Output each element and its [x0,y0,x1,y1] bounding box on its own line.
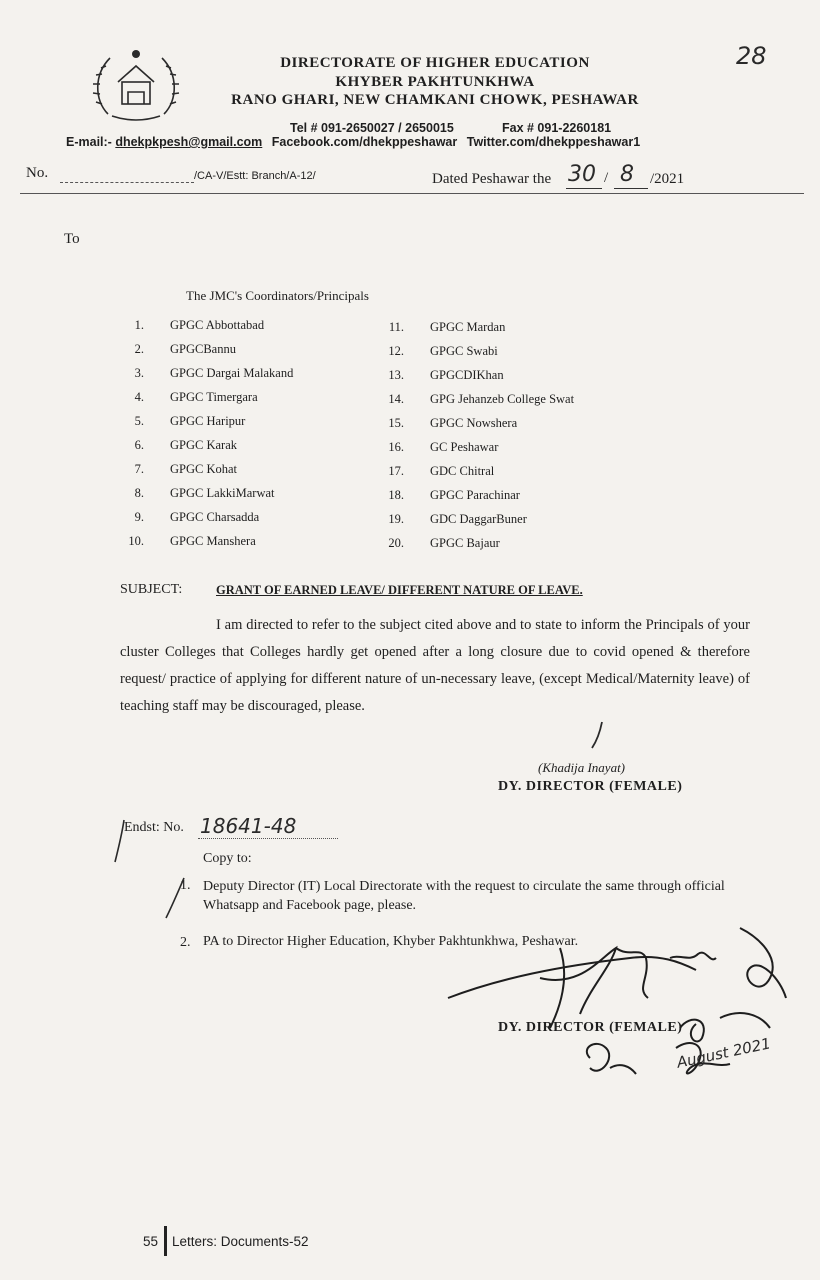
header-line-1: DIRECTORATE OF HIGHER EDUCATION [280,55,590,71]
college-name: GPGCDIKhan [430,368,504,382]
college-name: GPGC Swabi [430,344,498,358]
header-rule [20,193,804,194]
college-name: GPGC Timergara [170,390,258,404]
tel-number: Tel # 091-2650027 / 2650015 [290,121,454,135]
college-number: 13. [388,368,404,382]
college-list-item [130,318,370,338]
college-name: GC Peshawar [430,440,499,454]
ref-branch: /CA-V/Estt: Branch/A-12/ [194,170,316,182]
college-number: 4. [134,390,144,404]
email-label: E-mail:- [66,135,112,149]
college-number: 11. [388,320,404,334]
college-number: 15. [388,416,404,430]
college-number: 12. [388,344,404,358]
college-name: GPGC Nowshera [430,416,518,430]
date-month-underline [614,188,648,189]
copy-to-label: Copy to: [203,851,252,866]
dated-label: Dated Peshawar the [432,171,552,187]
addressee-line: The JMC's Coordinators/Principals [186,288,369,303]
college-list-right [390,320,650,560]
endst-label: Endst: No. [124,820,184,835]
date-sep: / [604,170,609,186]
letter-body: I am directed to refer to the subject cited above and to state to inform the Principals of your cluster Colleges that Colleges hardly get opened after a long closure due to covid opened & therefore request/ practice of applying for different nature of un-necessary leave, (except Medical/Maternity leave) of teaching staff may be discouraged, please. [120,617,750,714]
copy-item-1-text: Deputy Director (IT) Local Directorate with the request to circulate the same through official Whatsapp and Facebook page, please. [203,879,725,913]
college-list-item [390,344,650,364]
college-list-item [130,534,370,554]
college-list-item [130,462,370,482]
college-list-item [130,510,370,530]
college-list-item [390,392,650,412]
corner-page-number: 28 [736,42,767,70]
subject-text: GRANT OF EARNED LEAVE/ DIFFERENT NATURE OF LEAVE. [216,583,583,597]
college-list-item [390,464,650,484]
endst-number: 18641-48 [200,814,297,838]
college-name: GPGC Dargai Malakand [170,366,294,380]
to-label: To [64,231,80,247]
college-list-left [130,318,370,558]
signatory-name: (Khadija Inayat) [538,760,626,775]
college-list-item [390,368,650,388]
college-number: 5. [134,414,144,428]
handwritten-date: August 2021 [675,1034,773,1072]
date-month: 8 [620,162,634,187]
endst-designation: DY. DIRECTOR (FEMALE) [498,1020,683,1035]
contact-line [66,135,640,149]
college-name: GPGC LakkiMarwat [170,486,275,500]
endst-underline [198,838,338,839]
footer-page-number: 55 [143,1234,159,1249]
college-number: 14. [388,392,404,406]
college-number: 2. [134,342,144,356]
college-number: 9. [134,510,144,524]
college-list-item [390,320,650,340]
college-list-item [130,486,370,506]
college-name: GDC DaggarBuner [430,512,527,526]
copy-item-1-tick [164,876,188,925]
college-name: GPGC Bajaur [430,536,500,550]
college-number: 19. [388,512,404,526]
college-number: 20. [388,536,404,550]
college-list-item [390,536,650,556]
ref-no-underline [60,182,194,183]
college-number: 18. [388,488,404,502]
copy-item-2-number: 2. [180,935,191,950]
ref-no-label: No. [26,165,49,181]
college-list-item [390,416,650,436]
college-name: GDC Chitral [430,464,495,478]
college-list-item [130,366,370,386]
college-number: 7. [134,462,144,476]
college-name: GPGC Kohat [170,462,238,476]
copy-item-1-number: 1. [180,878,191,893]
endst-hook [112,818,128,869]
college-name: GPGCBannu [170,342,236,356]
fax-number: Fax # 091-2260181 [502,121,612,135]
college-name: GPGC Abbottabad [170,318,265,332]
college-list-item [130,438,370,458]
college-list-item [390,512,650,532]
college-name: GPGC Mardan [430,320,506,334]
college-number: 10. [128,534,144,548]
college-number: 3. [134,366,144,380]
college-name: GPGC Karak [170,438,238,452]
date-year: /2021 [650,171,685,187]
email-address[interactable]: dhekpkpesh@gmail.com [115,135,263,149]
copy-item-2-text: PA to Director Higher Education, Khyber Pakhtunkhwa, Peshawar. [203,934,579,949]
footer-divider [164,1226,167,1256]
signature-mark [588,720,608,755]
college-name: GPGC Manshera [170,534,256,548]
header-line-3: RANO GHARI, NEW CHAMKANI CHOWK, PESHAWAR [231,92,639,108]
subject-label: SUBJECT: [120,582,183,597]
college-list-item [130,342,370,362]
college-name: GPGC Parachinar [430,488,520,502]
college-list-item [130,414,370,434]
college-list-item [130,390,370,410]
college-number: 1. [134,318,144,332]
college-name: GPGC Haripur [170,414,246,428]
header-line-2: KHYBER PAKHTUNKHWA [335,74,535,90]
college-list-item [390,488,650,508]
date-day: 30 [568,162,596,187]
twitter-address[interactable]: Twitter.com/dhekppeshawar1 [466,135,641,149]
college-number: 16. [388,440,404,454]
facebook-address[interactable]: Facebook.com/dhekppeshawar [271,135,458,149]
college-name: GPGC Charsadda [170,510,260,524]
college-number: 6. [134,438,144,452]
college-number: 8. [134,486,144,500]
college-name: GPG Jehanzeb College Swat [430,392,575,406]
handwritten-signature [440,918,810,1093]
college-list-item [390,440,650,460]
college-number: 17. [388,464,404,478]
date-day-underline [566,188,602,189]
signatory-designation: DY. DIRECTOR (FEMALE) [498,779,683,794]
footer-label: Letters: Documents-52 [172,1234,309,1249]
